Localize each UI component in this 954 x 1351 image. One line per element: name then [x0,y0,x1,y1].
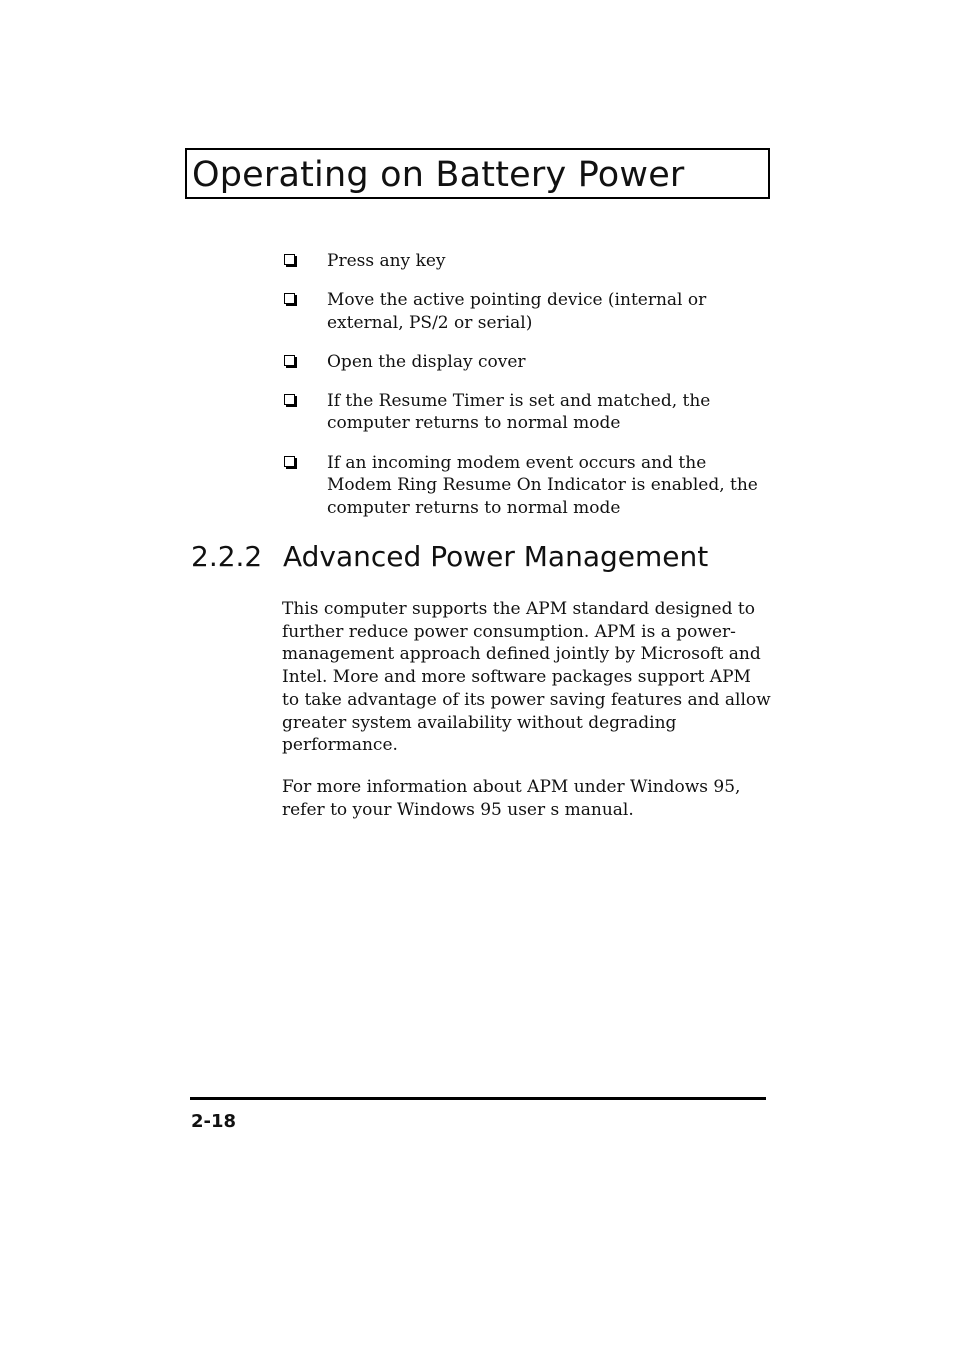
wake-events-list [282,250,772,536]
list-item [282,452,772,520]
checkbox-icon [284,254,295,265]
list-item [282,289,772,334]
apm-paragraph: This computer supports the APM standard designed to further reduce power consumption. APM is a power-management approach defined jointly by Microsoft and Intel. More and more software packages support APM to take advantage of its power saving features and allow greater system availability without degrading performance. [282,599,771,756]
page-number: 2-18 [191,1111,237,1132]
chapter-title: Operating on Battery Power [192,155,685,195]
list-item-text: If the Resume Timer is set and matched, the computer returns to normal mode [327,390,711,434]
list-item-text: Open the display cover [327,351,526,372]
checkbox-icon [284,394,295,405]
list-item [282,351,772,374]
list-item [282,250,772,273]
list-item-text: If an incoming modem event occurs and the Modem Ring Resume On Indicator is enabled, the computer returns to normal mode [327,452,758,518]
section-heading [191,539,708,575]
list-item [282,390,772,435]
section-number: 2.2.2 [191,540,263,573]
list-item-text: Press any key [327,251,446,271]
apm-more-info-paragraph: For more information about APM under Windows 95, refer to your Windows 95 user s manual. [282,777,741,820]
checkbox-icon [284,456,295,467]
list-item-text: Move the active pointing device (internal or external, PS/2 or serial) [327,290,707,333]
checkbox-icon [284,293,295,304]
footer-rule [190,1097,766,1100]
checkbox-icon [284,355,295,366]
chapter-title-box [185,148,770,199]
section-title: Advanced Power Management [283,540,709,573]
